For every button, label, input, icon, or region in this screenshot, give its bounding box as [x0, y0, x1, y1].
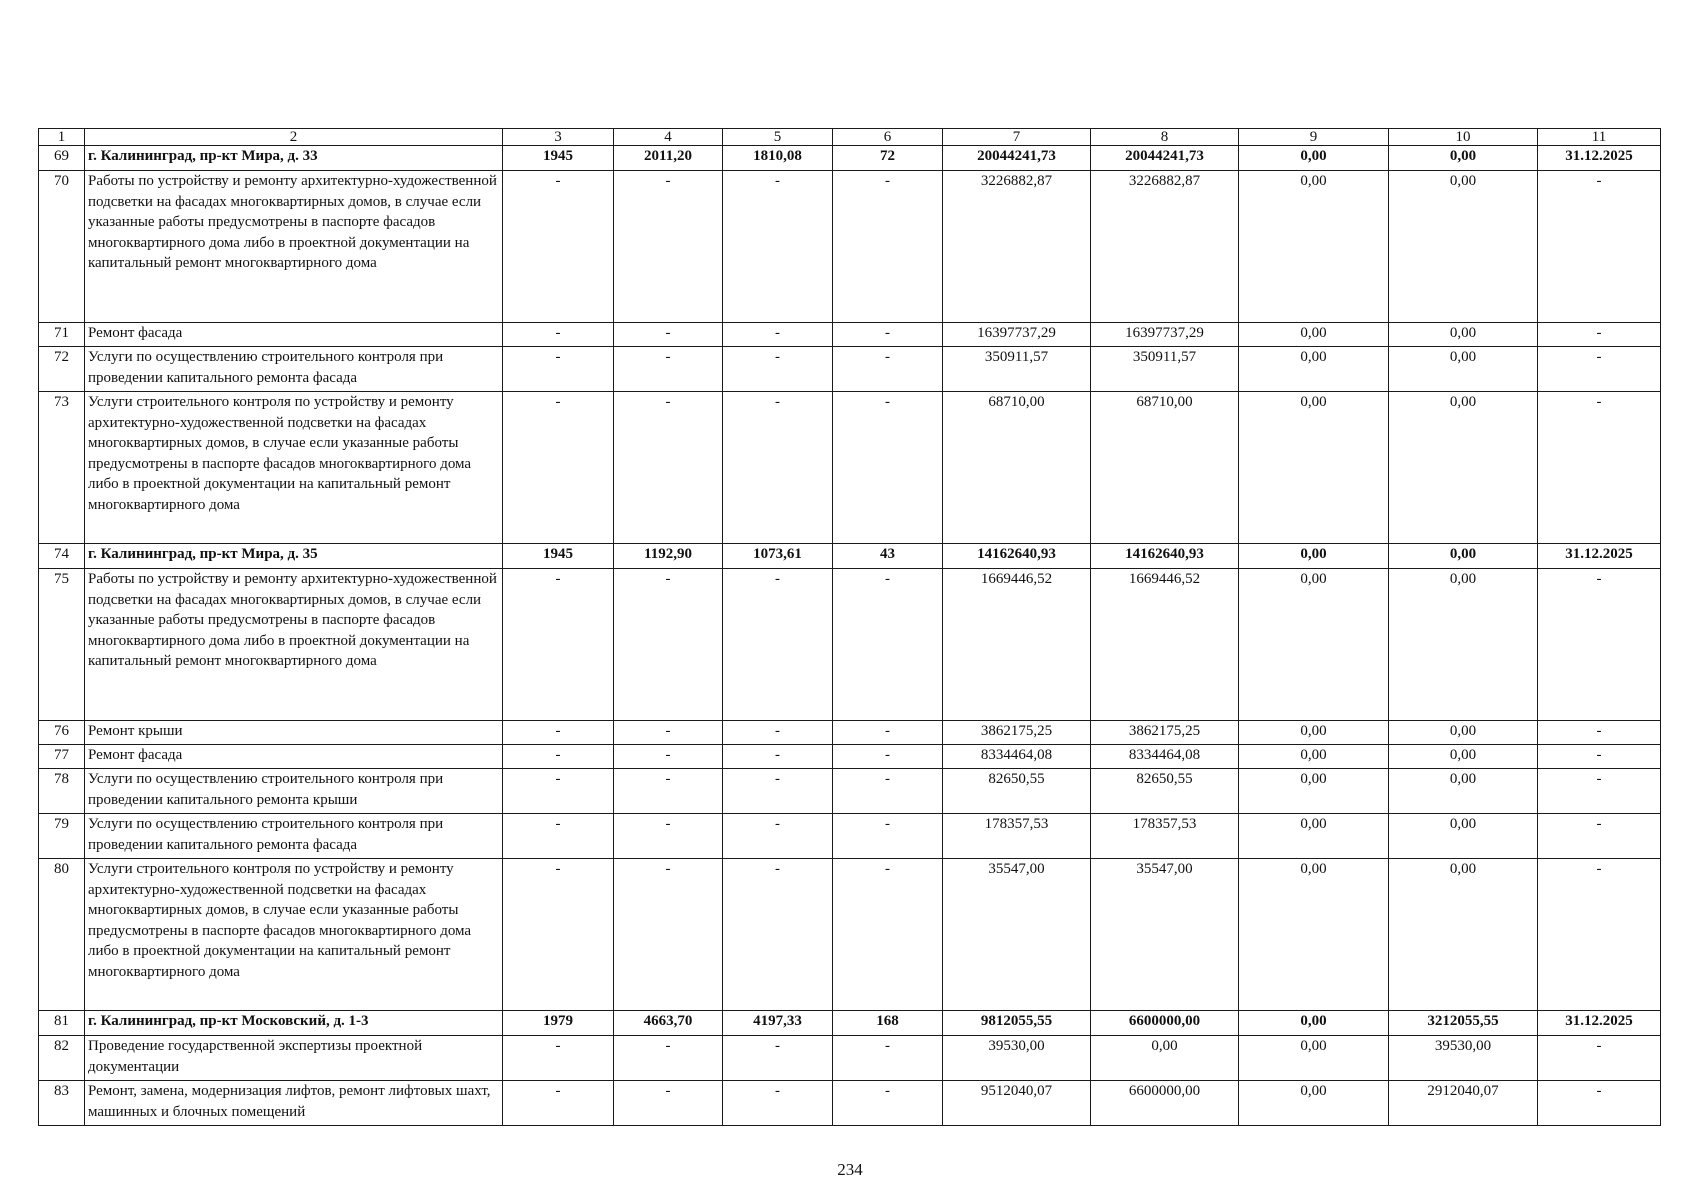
value-cell: 3226882,87: [1091, 171, 1239, 323]
value-cell: 0,00: [1239, 814, 1389, 859]
work-row: [39, 1081, 1661, 1126]
capital-repair-table: [38, 128, 1661, 1126]
work-row: [39, 814, 1661, 859]
value-cell: -: [503, 769, 614, 814]
value-cell: 0,00: [1389, 347, 1538, 392]
value-cell: -: [503, 323, 614, 347]
value-cell: -: [723, 569, 833, 721]
row-number-cell: 72: [39, 347, 85, 392]
value-cell: 4663,70: [614, 1011, 723, 1036]
value-cell: 16397737,29: [1091, 323, 1239, 347]
value-cell: -: [614, 347, 723, 392]
value-cell: 68710,00: [1091, 392, 1239, 544]
value-cell: -: [723, 347, 833, 392]
work-description-cell: Услуги строительного контроля по устройству и ремонту архитектурно-художественной подсветки на фасадах многоквартирных домов, в случае если указанные работы предусмотрены в паспорте фасадов многоквартирного дома либо в проектной документации на капитальный ремонт многоквартирного дома: [85, 392, 503, 544]
value-cell: -: [503, 859, 614, 1011]
value-cell: -: [833, 721, 943, 745]
value-cell: -: [723, 859, 833, 1011]
value-cell: -: [833, 569, 943, 721]
value-cell: 0,00: [1239, 146, 1389, 171]
value-cell: 20044241,73: [1091, 146, 1239, 171]
value-cell: 9512040,07: [943, 1081, 1091, 1126]
value-cell: 72: [833, 146, 943, 171]
header-cell: 7: [943, 129, 1091, 146]
value-cell: 0,00: [1091, 1036, 1239, 1081]
value-cell: 8334464,08: [943, 745, 1091, 769]
row-number-cell: 76: [39, 721, 85, 745]
value-cell: -: [833, 859, 943, 1011]
work-row: [39, 859, 1661, 1011]
work-description-cell: Ремонт, замена, модернизация лифтов, ремонт лифтовых шахт, машинных и блочных помещений: [85, 1081, 503, 1126]
value-cell: -: [503, 171, 614, 323]
work-row: [39, 392, 1661, 544]
value-cell: 0,00: [1389, 323, 1538, 347]
address-row: [39, 544, 1661, 569]
work-description-cell: Услуги строительного контроля по устройству и ремонту архитектурно-художественной подсветки на фасадах многоквартирных домов, в случае если указанные работы предусмотрены в паспорте фасадов многоквартирного дома либо в проектной документации на капитальный ремонт многоквартирного дома: [85, 859, 503, 1011]
value-cell: 0,00: [1389, 721, 1538, 745]
value-cell: 178357,53: [943, 814, 1091, 859]
value-cell: -: [614, 323, 723, 347]
header-cell: 6: [833, 129, 943, 146]
work-description-cell: Услуги по осуществлению строительного контроля при проведении капитального ремонта фасада: [85, 814, 503, 859]
value-cell: -: [1538, 323, 1661, 347]
row-number-cell: 75: [39, 569, 85, 721]
value-cell: 0,00: [1239, 544, 1389, 569]
value-cell: -: [1538, 745, 1661, 769]
value-cell: -: [503, 814, 614, 859]
header-cell: 3: [503, 129, 614, 146]
work-description-cell: Работы по устройству и ремонту архитектурно-художественной подсветки на фасадах многоквартирных домов, в случае если указанные работы предусмотрены в паспорте фасадов многоквартирного дома либо в проектной документации на капитальный ремонт многоквартирного дома: [85, 171, 503, 323]
value-cell: 0,00: [1389, 392, 1538, 544]
value-cell: -: [503, 745, 614, 769]
value-cell: -: [833, 1081, 943, 1126]
value-cell: 6600000,00: [1091, 1011, 1239, 1036]
value-cell: 3226882,87: [943, 171, 1091, 323]
value-cell: -: [503, 721, 614, 745]
header-cell: 8: [1091, 129, 1239, 146]
value-cell: 1979: [503, 1011, 614, 1036]
value-cell: 1945: [503, 146, 614, 171]
value-cell: -: [833, 347, 943, 392]
row-number-cell: 71: [39, 323, 85, 347]
row-number-cell: 82: [39, 1036, 85, 1081]
page-number: 234: [837, 1160, 863, 1179]
work-description-cell: Ремонт фасада: [85, 745, 503, 769]
work-description-cell: Проведение государственной экспертизы проектной документации: [85, 1036, 503, 1081]
value-cell: -: [614, 392, 723, 544]
value-cell: -: [1538, 1036, 1661, 1081]
work-row: [39, 347, 1661, 392]
row-number-cell: 79: [39, 814, 85, 859]
header-cell: 9: [1239, 129, 1389, 146]
value-cell: -: [614, 745, 723, 769]
value-cell: 35547,00: [943, 859, 1091, 1011]
value-cell: -: [723, 171, 833, 323]
value-cell: 1810,08: [723, 146, 833, 171]
value-cell: 0,00: [1389, 769, 1538, 814]
value-cell: 0,00: [1239, 171, 1389, 323]
value-cell: 0,00: [1389, 569, 1538, 721]
work-row: [39, 721, 1661, 745]
value-cell: 14162640,93: [1091, 544, 1239, 569]
value-cell: 0,00: [1239, 1036, 1389, 1081]
row-number-cell: 80: [39, 859, 85, 1011]
value-cell: 1945: [503, 544, 614, 569]
value-cell: -: [723, 323, 833, 347]
value-cell: -: [614, 569, 723, 721]
value-cell: -: [1538, 1081, 1661, 1126]
value-cell: -: [503, 347, 614, 392]
value-cell: 178357,53: [1091, 814, 1239, 859]
work-description-cell: Услуги по осуществлению строительного контроля при проведении капитального ремонта фасада: [85, 347, 503, 392]
value-cell: -: [723, 721, 833, 745]
address-cell: г. Калининград, пр-кт Московский, д. 1-3: [85, 1011, 503, 1036]
value-cell: 31.12.2025: [1538, 544, 1661, 569]
value-cell: -: [614, 1036, 723, 1081]
value-cell: 31.12.2025: [1538, 146, 1661, 171]
work-row: [39, 1036, 1661, 1081]
row-number-cell: 83: [39, 1081, 85, 1126]
header-cell: 2: [85, 129, 503, 146]
row-number-cell: 78: [39, 769, 85, 814]
row-number-cell: 70: [39, 171, 85, 323]
row-number-cell: 81: [39, 1011, 85, 1036]
value-cell: -: [614, 171, 723, 323]
value-cell: -: [614, 1081, 723, 1126]
header-cell: 5: [723, 129, 833, 146]
value-cell: -: [723, 814, 833, 859]
value-cell: 0,00: [1239, 323, 1389, 347]
value-cell: 82650,55: [943, 769, 1091, 814]
header-cell: 1: [39, 129, 85, 146]
work-description-cell: Ремонт крыши: [85, 721, 503, 745]
value-cell: 3862175,25: [943, 721, 1091, 745]
header-cell: 4: [614, 129, 723, 146]
work-row: [39, 769, 1661, 814]
value-cell: 0,00: [1239, 769, 1389, 814]
value-cell: 68710,00: [943, 392, 1091, 544]
value-cell: -: [723, 769, 833, 814]
value-cell: 350911,57: [1091, 347, 1239, 392]
value-cell: 9812055,55: [943, 1011, 1091, 1036]
value-cell: 2912040,07: [1389, 1081, 1538, 1126]
value-cell: -: [1538, 769, 1661, 814]
value-cell: -: [723, 392, 833, 544]
work-row: [39, 745, 1661, 769]
value-cell: 0,00: [1389, 814, 1538, 859]
value-cell: -: [833, 1036, 943, 1081]
value-cell: -: [833, 323, 943, 347]
value-cell: -: [1538, 347, 1661, 392]
value-cell: 0,00: [1239, 347, 1389, 392]
value-cell: 1669446,52: [943, 569, 1091, 721]
address-row: [39, 1011, 1661, 1036]
address-cell: г. Калининград, пр-кт Мира, д. 35: [85, 544, 503, 569]
header-cell: 10: [1389, 129, 1538, 146]
value-cell: 31.12.2025: [1538, 1011, 1661, 1036]
work-row: [39, 171, 1661, 323]
value-cell: 20044241,73: [943, 146, 1091, 171]
value-cell: -: [723, 1036, 833, 1081]
row-number-cell: 73: [39, 392, 85, 544]
value-cell: -: [1538, 171, 1661, 323]
work-description-cell: Ремонт фасада: [85, 323, 503, 347]
value-cell: -: [1538, 392, 1661, 544]
work-description-cell: Услуги по осуществлению строительного контроля при проведении капитального ремонта крыши: [85, 769, 503, 814]
value-cell: 8334464,08: [1091, 745, 1239, 769]
value-cell: -: [1538, 569, 1661, 721]
value-cell: 0,00: [1389, 146, 1538, 171]
row-number-cell: 69: [39, 146, 85, 171]
value-cell: 0,00: [1389, 745, 1538, 769]
value-cell: -: [1538, 814, 1661, 859]
value-cell: 0,00: [1239, 859, 1389, 1011]
value-cell: 0,00: [1239, 392, 1389, 544]
value-cell: -: [614, 859, 723, 1011]
address-row: [39, 146, 1661, 171]
table-body: [39, 129, 1661, 1126]
value-cell: -: [503, 392, 614, 544]
header-cell: 11: [1538, 129, 1661, 146]
value-cell: -: [833, 769, 943, 814]
value-cell: 39530,00: [1389, 1036, 1538, 1081]
value-cell: 82650,55: [1091, 769, 1239, 814]
value-cell: -: [723, 1081, 833, 1126]
value-cell: -: [1538, 721, 1661, 745]
value-cell: 0,00: [1389, 859, 1538, 1011]
value-cell: 2011,20: [614, 146, 723, 171]
value-cell: 0,00: [1239, 1011, 1389, 1036]
value-cell: -: [503, 1036, 614, 1081]
value-cell: -: [614, 814, 723, 859]
value-cell: 0,00: [1389, 544, 1538, 569]
value-cell: 35547,00: [1091, 859, 1239, 1011]
row-number-cell: 77: [39, 745, 85, 769]
value-cell: -: [1538, 859, 1661, 1011]
value-cell: -: [503, 1081, 614, 1126]
value-cell: 43: [833, 544, 943, 569]
value-cell: 39530,00: [943, 1036, 1091, 1081]
value-cell: 3212055,55: [1389, 1011, 1538, 1036]
value-cell: 0,00: [1239, 721, 1389, 745]
value-cell: 0,00: [1239, 745, 1389, 769]
value-cell: -: [614, 769, 723, 814]
value-cell: 4197,33: [723, 1011, 833, 1036]
value-cell: 6600000,00: [1091, 1081, 1239, 1126]
value-cell: -: [503, 569, 614, 721]
value-cell: 16397737,29: [943, 323, 1091, 347]
value-cell: 168: [833, 1011, 943, 1036]
value-cell: -: [833, 745, 943, 769]
value-cell: 14162640,93: [943, 544, 1091, 569]
address-cell: г. Калининград, пр-кт Мира, д. 33: [85, 146, 503, 171]
column-number-row: [39, 129, 1661, 146]
value-cell: -: [833, 392, 943, 544]
value-cell: -: [833, 814, 943, 859]
work-row: [39, 323, 1661, 347]
work-row: [39, 569, 1661, 721]
value-cell: 1073,61: [723, 544, 833, 569]
value-cell: 0,00: [1239, 1081, 1389, 1126]
value-cell: 3862175,25: [1091, 721, 1239, 745]
row-number-cell: 74: [39, 544, 85, 569]
value-cell: 1192,90: [614, 544, 723, 569]
value-cell: 350911,57: [943, 347, 1091, 392]
value-cell: 0,00: [1239, 569, 1389, 721]
value-cell: -: [723, 745, 833, 769]
value-cell: -: [833, 171, 943, 323]
value-cell: 0,00: [1389, 171, 1538, 323]
work-description-cell: Работы по устройству и ремонту архитектурно-художественной подсветки на фасадах многоквартирных домов, в случае если указанные работы предусмотрены в паспорте фасадов многоквартирного дома либо в проектной документации на капитальный ремонт многоквартирного дома: [85, 569, 503, 721]
value-cell: -: [614, 721, 723, 745]
value-cell: 1669446,52: [1091, 569, 1239, 721]
